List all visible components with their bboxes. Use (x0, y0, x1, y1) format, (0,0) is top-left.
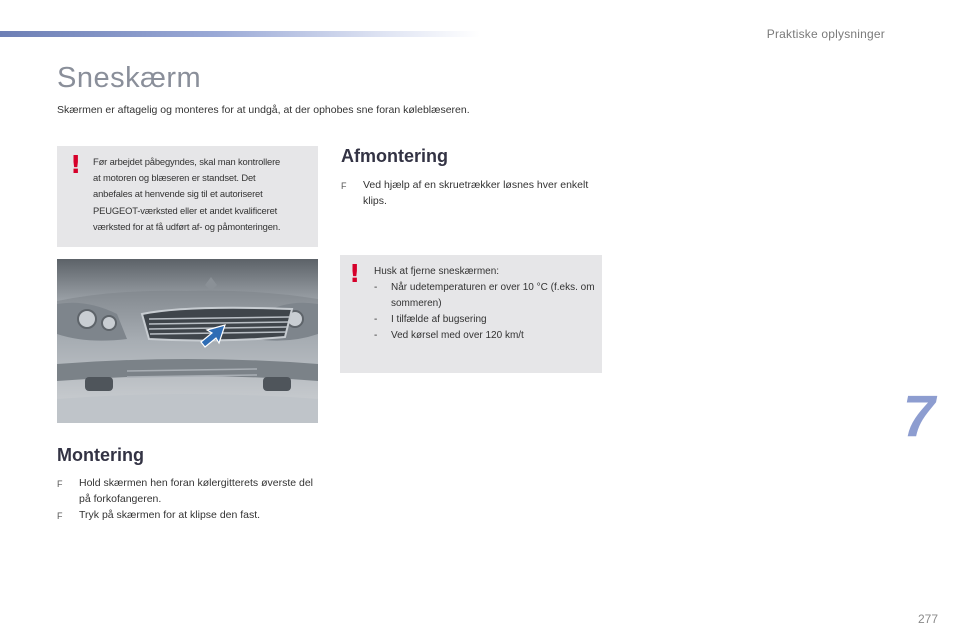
montering-steps (57, 475, 319, 524)
warning-item (374, 280, 596, 312)
warning-item-text: Når udetemperaturen er over 10 °C (f.eks. om sommeren) (391, 282, 595, 309)
car-front-illustration (57, 259, 318, 423)
car-grille-photo (57, 259, 318, 423)
section-name: Praktiske oplysninger (766, 27, 885, 41)
warning-line: at motoren og blæseren er standset. Det (93, 172, 256, 184)
header-accent-bar (0, 31, 480, 37)
step-item (57, 475, 319, 507)
bullet-icon: F (341, 181, 347, 191)
warning-box-right (340, 255, 602, 373)
chapter-number: 7 (902, 384, 935, 449)
warning-item-text: I tilfælde af bugsering (391, 314, 487, 325)
afmontering-heading: Afmontering (341, 146, 448, 166)
step-text: Tryk på skærmen for at klipse den fast. (79, 509, 261, 521)
warning-line: PEUGEOT-værksted eller et andet kvalificeret (93, 204, 278, 216)
step-item (57, 507, 319, 524)
step-text: Hold skærmen hen foran kølergitterets øverste del på forkofangeren. (79, 477, 314, 505)
warning-item (374, 328, 596, 344)
warning-text (93, 154, 315, 235)
page-title: Sneskærm (57, 62, 202, 94)
warning-text (374, 264, 596, 344)
warning-line: anbefales at henvende sig til et autoriseret (93, 188, 263, 200)
afmontering-steps (341, 177, 601, 209)
bullet-icon: F (57, 511, 63, 521)
warning-line: Før arbejdet påbegyndes, skal man kontrollere (93, 156, 281, 167)
bullet-icon: F (57, 479, 63, 489)
dash: - (374, 314, 378, 325)
warning-box-left (57, 146, 318, 247)
step-item (341, 177, 601, 209)
intro-text: Skærmen er aftagelig og monteres for at undgå, at der ophobes sne foran køleblæseren. (57, 104, 470, 116)
exclamation-icon: ! (70, 150, 82, 179)
warning-line: værksted for at få udført af- og påmonteringen. (93, 220, 281, 232)
exclamation-icon: ! (349, 259, 361, 288)
warning-item-text: Ved kørsel med over 120 km/t (391, 330, 524, 341)
dash: - (374, 282, 378, 293)
warning-lead: Husk at fjerne sneskærmen: (374, 266, 500, 277)
montering-heading: Montering (57, 445, 144, 465)
dash: - (374, 330, 378, 341)
step-text: Ved hjælp af en skruetrækker løsnes hver enkelt klips. (363, 179, 589, 207)
page-number: 277 (917, 612, 938, 626)
warning-item (374, 312, 596, 328)
